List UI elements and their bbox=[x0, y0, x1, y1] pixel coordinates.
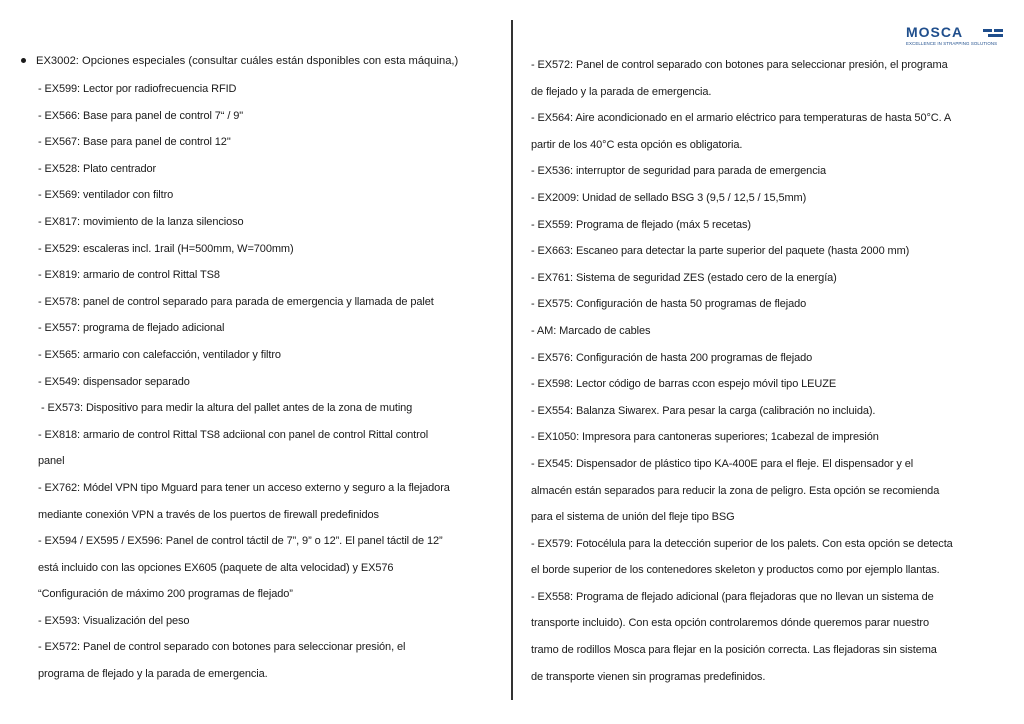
logo-wordmark: MOSCA bbox=[906, 24, 964, 40]
list-item: - EX762: Módel VPN tipo Mguard para tener un acceso externo y seguro a la flejadora bbox=[38, 481, 450, 494]
list-item: - EX528: Plato centrador bbox=[38, 162, 157, 175]
list-item-continuation: de flejado y la parada de emergencia. bbox=[531, 85, 712, 98]
list-item: - EX599: Lector por radiofrecuencia RFID bbox=[38, 83, 237, 95]
list-item: - EX578: panel de control separado para parada de emergencia y llamada de palet bbox=[38, 295, 434, 308]
list-item: - EX2009: Unidad de sellado BSG 3 (9,5 / 12,5 / 15,5mm) bbox=[531, 191, 807, 204]
list-item: - EX598: Lector código de barras ccon espejo móvil tipo LEUZE bbox=[531, 378, 837, 391]
list-item: - EX818: armario de control Rittal TS8 adciional con panel de control Rittal control bbox=[38, 428, 429, 441]
list-item: - EX572: Panel de control separado con botones para seleccionar presión, el bbox=[38, 641, 406, 654]
list-item: - EX569: ventilador con filtro bbox=[38, 189, 174, 202]
list-item-continuation: mediante conexión VPN a través de los puertos de firewall predefinidos bbox=[38, 508, 379, 521]
left-column bbox=[18, 52, 488, 688]
list-item: - EX594 / EX595 / EX596: Panel de control táctil de 7”, 9” o 12”. El panel táctil de 12” bbox=[38, 535, 443, 548]
list-item: - EX817: movimiento de la lanza silencioso bbox=[38, 215, 244, 228]
list-item: - EX558: Programa de flejado adicional (para flejadoras que no llevan un sistema de bbox=[531, 590, 934, 603]
list-item-continuation: para el sistema de unión del fleje tipo BSG bbox=[531, 511, 735, 524]
list-item: - EX1050: Impresora para cantoneras superiores; 1cabezal de impresión bbox=[531, 431, 879, 444]
list-item: - EX564: Aire acondicionado en el armario eléctrico para temperaturas de hasta 50°C. A bbox=[531, 112, 952, 125]
list-item: - EX761: Sistema de seguridad ZES (estado cero de la energía) bbox=[531, 271, 837, 284]
bullet-icon bbox=[21, 58, 26, 63]
logo-arrows-icon bbox=[982, 28, 1004, 38]
list-item: - EX819: armario de control Rittal TS8 bbox=[38, 269, 220, 282]
right-column bbox=[531, 52, 1001, 690]
list-item: - EX572: Panel de control separado con botones para seleccionar presión, el programa bbox=[531, 59, 948, 71]
list-item-continuation: panel bbox=[38, 455, 65, 468]
column-divider bbox=[511, 20, 513, 700]
list-item: - AM: Marcado de cables bbox=[531, 324, 651, 337]
list-item: - EX549: dispensador separado bbox=[38, 375, 190, 388]
list-item: - EX663: Escaneo para detectar la parte superior del paquete (hasta 2000 mm) bbox=[531, 245, 910, 258]
list-item: - EX554: Balanza Siwarex. Para pesar la carga (calibración no incluida). bbox=[531, 404, 876, 417]
list-item-continuation: transporte incluido). Con esta opción controlaremos dónde queremos parar nuestro bbox=[531, 617, 930, 630]
list-item-continuation: almacén están separados para reducir la zona de peligro. Esta opción se recomienda bbox=[531, 484, 940, 497]
list-item-continuation: está incluido con las opciones EX605 (paquete de alta velocidad) y EX576 bbox=[38, 561, 394, 574]
list-item: - EX536: interruptor de seguridad para parada de emergencia bbox=[531, 165, 826, 178]
list-item-continuation: “Configuración de máximo 200 programas de flejado” bbox=[38, 588, 293, 601]
list-item: - EX559: Programa de flejado (máx 5 recetas) bbox=[531, 218, 751, 231]
list-item-continuation: programa de flejado y la parada de emergencia. bbox=[38, 668, 268, 681]
list-item-continuation: partir de los 40°C esta opción es obligatoria. bbox=[531, 138, 743, 151]
list-item: - EX576: Configuración de hasta 200 programas de flejado bbox=[531, 351, 813, 364]
list-item: - EX575: Configuración de hasta 50 programas de flejado bbox=[531, 298, 807, 311]
list-item: - EX566: Base para panel de control 7“ / 9" bbox=[38, 109, 244, 122]
list-item: - EX545: Dispensador de plástico tipo KA-400E para el fleje. El dispensador y el bbox=[531, 457, 914, 470]
list-item: - EX529: escaleras incl. 1rail (H=500mm, W=700mm) bbox=[38, 242, 294, 255]
options-heading-text: EX3002: Opciones especiales (consultar cuáles están dsponibles con esta máquina,) bbox=[36, 55, 459, 67]
options-heading bbox=[18, 52, 488, 76]
list-item: - EX557: programa de flejado adicional bbox=[38, 322, 225, 335]
list-item-continuation: de transporte vienen sin programas predefinidos. bbox=[531, 670, 766, 683]
list-item: - EX593: Visualización del peso bbox=[38, 614, 190, 627]
list-item-continuation: el borde superior de los contenedores skeleton y productos como por ejemplo llantas. bbox=[531, 564, 940, 577]
logo-tagline: EXCELLENCE IN STRAPPING SOLUTIONS bbox=[906, 41, 998, 46]
list-item: - EX565: armario con calefacción, ventilador y filtro bbox=[38, 348, 281, 361]
list-item: - EX573: Dispositivo para medir la altura del pallet antes de la zona de muting bbox=[41, 402, 413, 415]
mosca-logo bbox=[906, 24, 1006, 50]
list-item: - EX567: Base para panel de control 12" bbox=[38, 136, 231, 149]
list-item-continuation: tramo de rodillos Mosca para flejar en la posición correcta. Las flejadoras sin sistema bbox=[531, 644, 937, 657]
list-item: - EX579: Fotocélula para la detección superior de los palets. Con esta opción se detecta bbox=[531, 537, 953, 550]
